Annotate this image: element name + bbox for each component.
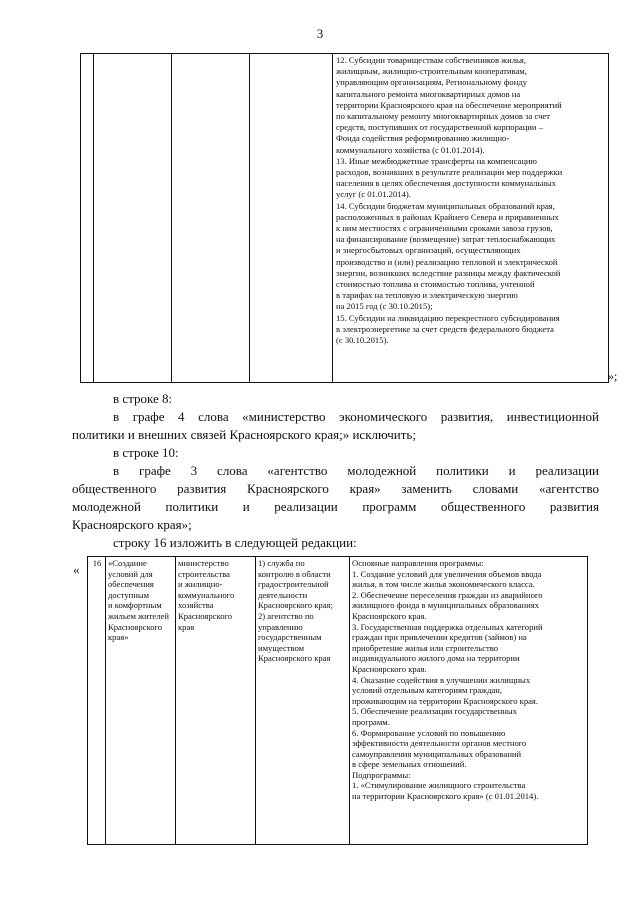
coexecutor-cell bbox=[256, 557, 350, 845]
program-directions-cell bbox=[350, 557, 588, 845]
program-name-cell bbox=[106, 557, 176, 845]
paragraph-col3-line4: Красноярского края»; bbox=[72, 517, 192, 532]
measure-line: на финансирование (возмещение) затрат теплоснабжающих bbox=[336, 234, 556, 245]
cell-line: обеспечения bbox=[108, 579, 154, 590]
cell-line: Основные направления программы: bbox=[352, 558, 484, 568]
cell-line: граждан при привлечении кредитов (займов) на bbox=[352, 632, 527, 643]
executor-cell bbox=[176, 557, 256, 845]
measure-line: (с 30.10.2015). bbox=[336, 335, 389, 346]
programs-table-continued bbox=[80, 53, 609, 383]
cell-line: доступным bbox=[108, 589, 150, 600]
table-row bbox=[88, 557, 588, 845]
paragraph-row10: в строке 10: bbox=[113, 445, 179, 460]
cell-line: и жилищно- bbox=[178, 579, 223, 590]
cell-line: 5. Обеспечение реализации государственных bbox=[352, 706, 517, 717]
cell-line: строительства bbox=[178, 568, 230, 579]
cell-line: 4. Оказание содействия в улучшении жилищных bbox=[352, 674, 531, 685]
row16-table bbox=[87, 556, 588, 845]
cell-line: контролю в области bbox=[258, 568, 331, 579]
table-cell-executor bbox=[172, 54, 250, 383]
measure-line: энергии, возникших вследствие разницы между фактической bbox=[336, 267, 561, 278]
cell-line: жильем жителей bbox=[108, 610, 169, 621]
table-cell-measures bbox=[333, 54, 609, 383]
cell-line: 6. Формирование условий по повышению bbox=[352, 727, 506, 738]
paragraph-col3-line3: молодежной политики и реализации программ общественного развития bbox=[72, 499, 599, 514]
measure-line: управляющим организациям, Региональному фонду bbox=[336, 77, 527, 88]
cell-line: приобретение жилья или строительство bbox=[352, 642, 498, 653]
paragraph-row8: в строке 8: bbox=[113, 391, 173, 406]
measure-line: по капитальному ремонту многоквартирных домов за счет bbox=[336, 111, 550, 122]
cell-line: 1. «Стимулирование жилищного строительства bbox=[352, 780, 526, 791]
cell-line: 2. Обеспечение переселения граждан из аварийного bbox=[352, 589, 543, 600]
cell-line: хозяйства bbox=[178, 600, 214, 611]
cell-line: условий отдельным категориям граждан, bbox=[352, 685, 503, 696]
cell-line: Красноярского края. bbox=[352, 663, 427, 674]
cell-line: Красноярского bbox=[108, 621, 163, 632]
cell-line: 3. Государственная поддержка отдельных категорий bbox=[352, 621, 543, 632]
measure-line: коммунального хозяйства (с 01.01.2014). bbox=[336, 144, 485, 155]
measure-line: 15. Субсидии на ликвидацию перекрестного субсидирования bbox=[336, 312, 560, 323]
measure-line: средств, поступивших от государственной корпорации – bbox=[336, 122, 543, 133]
cell-line: самоуправления муниципальных образований bbox=[352, 748, 522, 759]
cell-line: градостроительной bbox=[258, 579, 329, 590]
cell-line: Подпрограммы: bbox=[352, 769, 411, 780]
paragraph-row16: строку 16 изложить в следующей редакции: bbox=[113, 535, 357, 550]
cell-line: имуществом bbox=[258, 642, 305, 653]
cell-line: жилья, в том числе жилья экономического класса. bbox=[352, 579, 535, 590]
measure-line: территории Красноярского края на обеспечение мероприятий bbox=[336, 99, 562, 110]
cell-line: на территории Красноярского края» (с 01.01.2014). bbox=[352, 791, 539, 802]
cell-line: «Создание bbox=[108, 558, 147, 568]
measure-line: жилищным, жилищно-строительным кооперативам, bbox=[336, 66, 527, 77]
measure-line: населения в целях обеспечения доступности коммунальных bbox=[336, 178, 556, 189]
cell-line: Красноярского края; bbox=[258, 600, 333, 611]
cell-line: 2) агентство по bbox=[258, 610, 314, 621]
measure-line: капитального ремонта многоквартирных домов на bbox=[336, 88, 521, 99]
measure-line: Фонда содействия реформированию жилищно- bbox=[336, 133, 510, 144]
row-number-cell: 16 bbox=[88, 557, 106, 845]
cell-line: и комфортным bbox=[108, 600, 162, 611]
cell-line: края bbox=[178, 621, 195, 632]
cell-line: государственным bbox=[258, 632, 322, 643]
table-cell-coexecutor bbox=[250, 54, 333, 383]
measure-line: к ним местностях с ограниченными сроками завоза грузов, bbox=[336, 223, 553, 234]
opening-quote: « bbox=[73, 562, 80, 577]
table-row bbox=[81, 54, 609, 383]
cell-line: жилищного фонда в муниципальных образованиях bbox=[352, 600, 539, 611]
measure-line: в электроэнергетике за счет средств федерального бюджета bbox=[336, 323, 554, 334]
measure-line: и энергосбытовых организаций, осуществляющих bbox=[336, 245, 521, 256]
paragraph-col3-line2: общественного развития Красноярского края» заменить словами «агентство bbox=[72, 481, 599, 496]
paragraph-col3-line1: в графе 3 слова «агентство молодежной политики и реализации bbox=[113, 463, 599, 478]
cell-line: коммунального bbox=[178, 589, 235, 600]
cell-line: эффективности деятельности органов местного bbox=[352, 738, 527, 749]
cell-line: Красноярского края bbox=[258, 653, 331, 664]
cell-line: Красноярского края. bbox=[352, 610, 427, 621]
page-number: 3 bbox=[316, 26, 324, 41]
measure-line: производство и (или) реализацию тепловой и электрической bbox=[336, 256, 558, 267]
cell-line: 1. Создание условий для увеличения объемов ввода bbox=[352, 568, 542, 579]
cell-line: края» bbox=[108, 632, 129, 643]
cell-line: деятельности bbox=[258, 589, 308, 600]
cell-line: программ. bbox=[352, 716, 390, 727]
measure-line: услуг (с 01.01.2014). bbox=[336, 189, 411, 200]
cell-line: проживающим на территории Красноярского края. bbox=[352, 695, 539, 706]
cell-line: 1) служба по bbox=[258, 558, 305, 568]
cell-line: министерство bbox=[178, 558, 229, 568]
table-cell-name bbox=[94, 54, 172, 383]
measure-line: расходов, возникших в результате реализации мер поддержки bbox=[336, 167, 563, 178]
measure-line: в тарифах на тепловую и электрическую энергию bbox=[336, 290, 518, 301]
measure-line: расположенных в районах Крайнего Севера и приравненных bbox=[336, 211, 559, 222]
paragraph-col4-line2: политики и внешних связей Красноярского края;» исключить; bbox=[72, 427, 416, 442]
closing-quote: »; bbox=[608, 369, 618, 383]
measure-line: 12. Субсидии товариществам собственников жилья, bbox=[336, 55, 527, 65]
measure-line: 14. Субсидии бюджетам муниципальных образований края, bbox=[336, 200, 555, 211]
cell-line: управлению bbox=[258, 621, 303, 632]
measure-line: на 2015 год (с 30.10.2015); bbox=[336, 301, 433, 312]
measure-line: 13. Иные межбюджетные трансферты на компенсацию bbox=[336, 155, 537, 166]
cell-line: индивидуального жилого дома на территории bbox=[352, 653, 520, 664]
table-cell-number bbox=[81, 54, 94, 383]
measure-line: стоимостью топлива и стоимостью топлива, учтенной bbox=[336, 279, 535, 290]
cell-line: условий для bbox=[108, 568, 153, 579]
paragraph-col4-line1: в графе 4 слова «министерство экономического развития, инвестиционной bbox=[113, 409, 599, 424]
cell-line: в сфере земельных отношений. bbox=[352, 759, 467, 770]
cell-line: Красноярского bbox=[178, 610, 233, 621]
